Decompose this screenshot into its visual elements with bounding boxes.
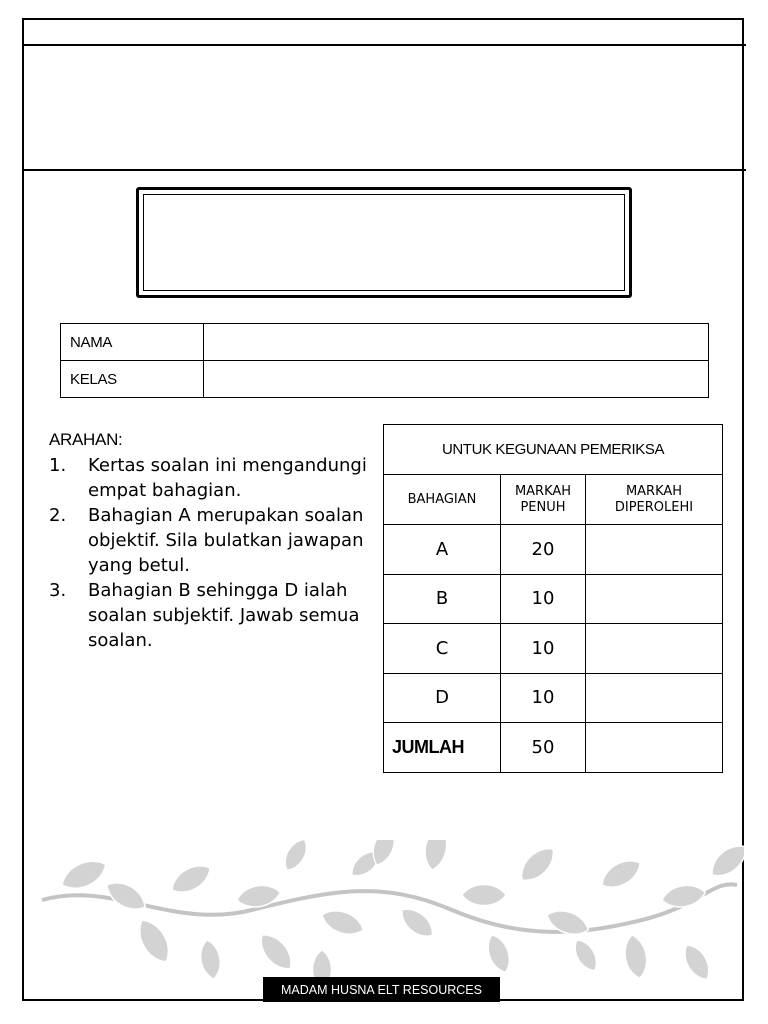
class-row: [61, 361, 709, 398]
obtained-marks-cell[interactable]: [586, 574, 723, 624]
total-obtained-marks-cell[interactable]: [586, 723, 723, 773]
instruction-number: 1.: [49, 455, 67, 476]
leaf-icon: [318, 905, 367, 940]
leaf-icon: [57, 854, 111, 895]
name-row: [61, 324, 709, 361]
leaf-icon: [679, 940, 715, 980]
obtained-marks-cell[interactable]: [586, 525, 723, 575]
title-box-inner-border: [143, 194, 625, 291]
instruction-number: 3.: [49, 580, 67, 601]
leaf-icon: [396, 903, 438, 943]
table-row: [384, 673, 723, 723]
instruction-item: [49, 503, 379, 578]
instruction-text: Kertas soalan ini mengandungi empat bahagian.: [88, 455, 367, 501]
leaf-icon: [198, 938, 223, 980]
leaf-icon: [313, 950, 332, 980]
leaf-icon: [597, 854, 646, 894]
student-info-table: [60, 323, 709, 398]
instructions: [49, 430, 379, 653]
instruction-item: [49, 453, 379, 503]
leafy-vine-icon: [22, 840, 744, 980]
section-cell: A: [384, 525, 501, 575]
section-cell: D: [384, 673, 501, 723]
leaf-icon: [462, 885, 506, 906]
instruction-text: Bahagian B sehingga D ialah soalan subjektif. Jawab semua soalan.: [88, 580, 360, 651]
leaf-icon: [102, 876, 151, 916]
obtained-marks-cell[interactable]: [586, 673, 723, 723]
full-marks-cell: 20: [501, 525, 586, 575]
leaf-icon: [280, 840, 312, 874]
col-header-full-marks: MARKAH PENUH: [501, 475, 586, 525]
examiner-marks-table: [383, 424, 723, 773]
class-label: KELAS: [61, 361, 204, 398]
table-row: [384, 624, 723, 674]
leaf-icon: [254, 928, 298, 975]
leaf-icon: [422, 840, 450, 872]
leaf-icon: [483, 932, 514, 976]
leaf-icon: [132, 914, 176, 967]
table-row: [384, 525, 723, 575]
section-cell: B: [384, 574, 501, 624]
leaf-icon: [167, 859, 216, 899]
leaf-icon: [515, 841, 561, 887]
leaf-icon: [622, 933, 650, 980]
instruction-item: [49, 578, 379, 653]
full-marks-cell: 10: [501, 624, 586, 674]
total-label: JUMLAH: [384, 723, 501, 773]
name-field[interactable]: [204, 324, 709, 361]
class-field[interactable]: [204, 361, 709, 398]
title-box: [136, 187, 632, 298]
total-row: [384, 723, 723, 773]
instruction-number: 2.: [49, 505, 67, 526]
header-bottom-divider: [22, 169, 746, 171]
obtained-marks-cell[interactable]: [586, 624, 723, 674]
leaf-icon: [570, 936, 602, 975]
marks-table-caption: UNTUK KEGUNAAN PEMERIKSA: [384, 425, 723, 475]
instruction-text: Bahagian A merupakan soalan objektif. Sila bulatkan jawapan yang betul.: [88, 505, 364, 576]
header-top-divider: [22, 44, 746, 46]
col-header-marks-obtained: MARKAH DIPEROLEHI: [586, 475, 723, 525]
leaf-icon: [705, 840, 744, 883]
footer-badge: MADAM HUSNA ELT RESOURCES: [263, 977, 500, 1002]
total-full-marks-cell: 50: [501, 723, 586, 773]
col-header-section: BAHAGIAN: [384, 475, 501, 525]
section-cell: C: [384, 624, 501, 674]
full-marks-cell: 10: [501, 673, 586, 723]
full-marks-cell: 10: [501, 574, 586, 624]
leaf-icon: [660, 882, 707, 910]
table-row: [384, 574, 723, 624]
name-label: NAMA: [61, 324, 204, 361]
leaf-icon: [543, 905, 592, 940]
instructions-heading: ARAHAN:: [49, 430, 123, 449]
